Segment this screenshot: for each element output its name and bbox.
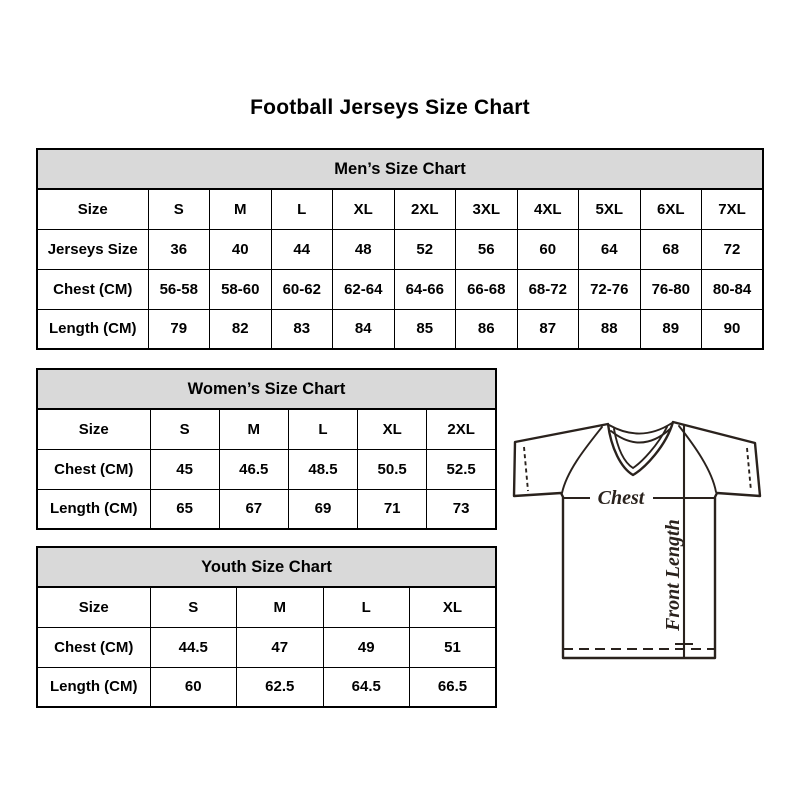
size-cell: M — [219, 409, 288, 449]
size-cell: 2XL — [394, 189, 456, 229]
size-cell: 62-64 — [333, 269, 395, 309]
size-cell: 2XL — [427, 409, 496, 449]
size-cell: 72 — [702, 229, 764, 269]
size-cell: 45 — [150, 449, 219, 489]
size-cell: 46.5 — [219, 449, 288, 489]
size-cell: L — [323, 587, 410, 627]
size-cell: 40 — [210, 229, 272, 269]
size-cell: 80-84 — [702, 269, 764, 309]
row-label: Jerseys Size — [37, 229, 148, 269]
size-cell: 60 — [150, 667, 237, 707]
size-cell: 36 — [148, 229, 210, 269]
size-cell: 84 — [333, 309, 395, 349]
row-label: Length (CM) — [37, 489, 150, 529]
size-cell: 56-58 — [148, 269, 210, 309]
size-cell: XL — [410, 587, 497, 627]
size-cell: 48 — [333, 229, 395, 269]
table-title: Men’s Size Chart — [37, 149, 763, 189]
size-cell: 72-76 — [579, 269, 641, 309]
size-cell: 51 — [410, 627, 497, 667]
size-cell: 50.5 — [358, 449, 427, 489]
size-cell: 58-60 — [210, 269, 272, 309]
size-cell: 60 — [517, 229, 579, 269]
size-cell: S — [150, 409, 219, 449]
size-cell: 44 — [271, 229, 333, 269]
row-label: Size — [37, 409, 150, 449]
jersey-measurement-diagram — [505, 398, 777, 686]
size-cell: 52 — [394, 229, 456, 269]
size-cell: 49 — [323, 627, 410, 667]
row-label: Size — [37, 587, 150, 627]
size-cell: M — [237, 587, 324, 627]
row-label: Chest (CM) — [37, 269, 148, 309]
size-cell: 62.5 — [237, 667, 324, 707]
size-cell: 82 — [210, 309, 272, 349]
row-label: Length (CM) — [37, 667, 150, 707]
size-cell: 48.5 — [288, 449, 357, 489]
size-cell: 69 — [288, 489, 357, 529]
size-cell: 4XL — [517, 189, 579, 229]
row-label: Length (CM) — [37, 309, 148, 349]
row-label: Chest (CM) — [37, 449, 150, 489]
row-label: Size — [37, 189, 148, 229]
table-title: Youth Size Chart — [37, 547, 496, 587]
size-cell: 73 — [427, 489, 496, 529]
row-label: Chest (CM) — [37, 627, 150, 667]
size-cell: 79 — [148, 309, 210, 349]
size-cell: 66-68 — [456, 269, 518, 309]
size-cell: 7XL — [702, 189, 764, 229]
chest-label: Chest — [597, 487, 645, 509]
table-title: Women’s Size Chart — [37, 369, 496, 409]
size-cell: 6XL — [640, 189, 702, 229]
size-cell: 66.5 — [410, 667, 497, 707]
size-cell: 64-66 — [394, 269, 456, 309]
size-cell: 68 — [640, 229, 702, 269]
size-cell: L — [271, 189, 333, 229]
front-length-label: Front Length — [662, 519, 684, 631]
size-cell: 71 — [358, 489, 427, 529]
size-cell: 86 — [456, 309, 518, 349]
size-cell: 88 — [579, 309, 641, 349]
size-cell: 44.5 — [150, 627, 237, 667]
size-cell: 67 — [219, 489, 288, 529]
size-cell: 52.5 — [427, 449, 496, 489]
size-cell: 65 — [150, 489, 219, 529]
page-title: Football Jerseys Size Chart — [250, 96, 530, 119]
size-cell: 87 — [517, 309, 579, 349]
size-cell: M — [210, 189, 272, 229]
size-cell: 83 — [271, 309, 333, 349]
size-cell: 85 — [394, 309, 456, 349]
size-cell: 5XL — [579, 189, 641, 229]
size-cell: XL — [333, 189, 395, 229]
size-cell: 64.5 — [323, 667, 410, 707]
jersey-illustration — [505, 398, 777, 686]
womens-size-table — [36, 368, 497, 530]
size-cell: L — [288, 409, 357, 449]
size-cell: 90 — [702, 309, 764, 349]
size-cell: 47 — [237, 627, 324, 667]
size-cell: 76-80 — [640, 269, 702, 309]
size-cell: XL — [358, 409, 427, 449]
size-cell: 89 — [640, 309, 702, 349]
size-cell: 64 — [579, 229, 641, 269]
jersey-outline — [514, 422, 760, 658]
size-cell: 3XL — [456, 189, 518, 229]
mens-size-table — [36, 148, 764, 350]
size-cell: 68-72 — [517, 269, 579, 309]
size-cell: 56 — [456, 229, 518, 269]
size-cell: S — [150, 587, 237, 627]
size-cell: S — [148, 189, 210, 229]
youth-size-table — [36, 546, 497, 708]
size-cell: 60-62 — [271, 269, 333, 309]
